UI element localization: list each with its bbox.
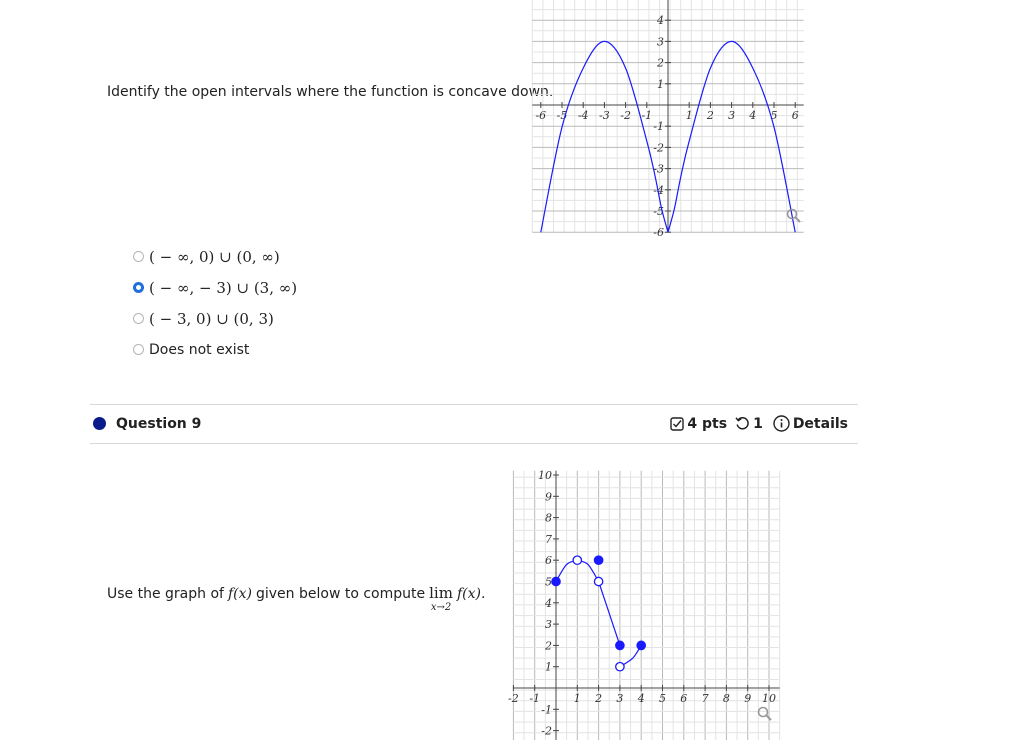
x-tick-label: -2 (508, 692, 519, 705)
y-tick-label: 1 (545, 660, 552, 674)
y-tick-label: -6 (653, 226, 664, 240)
question-meta (667, 415, 848, 432)
prompt-text-mid: given below to compute (255, 586, 426, 602)
y-tick-label: -3 (653, 162, 664, 176)
piecewise-graph (505, 458, 795, 740)
option-label: Does not exist (149, 341, 250, 358)
x-tick-label: 10 (762, 692, 776, 705)
question-9-prompt (107, 586, 485, 613)
y-tick-label: 4 (657, 14, 664, 28)
limit-function: f(x). (456, 586, 486, 602)
option-1[interactable] (133, 241, 297, 272)
x-tick-label: 9 (744, 692, 752, 705)
closed-point (594, 556, 602, 564)
x-tick-label: -1 (529, 692, 541, 705)
x-tick-label: 8 (722, 692, 730, 705)
y-tick-label: -4 (653, 183, 664, 197)
option-2[interactable] (133, 272, 297, 303)
x-tick-label: 6 (791, 109, 799, 122)
prompt-text: Use the graph of (107, 586, 224, 602)
question-9-header (90, 404, 858, 444)
prompt-function: f(x) (227, 586, 252, 602)
x-tick-label: 1 (685, 109, 693, 122)
option-4[interactable] (133, 334, 297, 365)
x-tick-label: -1 (641, 109, 653, 122)
details-link[interactable]: Details (792, 415, 848, 432)
option-label: ( − ∞, 0) ∪ (0, ∞) (149, 247, 280, 266)
open-point (573, 556, 581, 564)
limit-word: lim (429, 584, 453, 602)
y-tick-label: 4 (545, 596, 552, 610)
zoom-icon[interactable] (786, 208, 802, 224)
x-tick-label: 5 (770, 109, 778, 122)
x-tick-label: 3 (728, 109, 736, 122)
y-tick-label: 2 (545, 639, 552, 653)
concavity-graph (520, 0, 820, 240)
x-tick-label: 2 (706, 109, 714, 122)
y-tick-label: 6 (545, 554, 552, 568)
x-tick-label: -2 (620, 109, 631, 122)
closed-point (616, 641, 624, 649)
limit-notation (429, 586, 453, 613)
open-point (616, 663, 624, 671)
x-tick-label: 3 (616, 692, 624, 705)
checkbox-icon (670, 417, 684, 431)
y-tick-label: 9 (545, 490, 552, 504)
option-3[interactable] (133, 303, 297, 334)
retry-icon (735, 416, 750, 431)
y-tick-label: 8 (545, 511, 552, 525)
closed-point (552, 577, 560, 585)
option-label: ( − 3, 0) ∪ (0, 3) (149, 309, 274, 328)
open-point (594, 577, 602, 585)
info-icon[interactable] (773, 415, 790, 432)
y-tick-label: 3 (657, 35, 664, 49)
x-tick-label: -5 (556, 109, 568, 122)
radio-button[interactable] (133, 344, 144, 355)
answer-options (133, 241, 297, 365)
y-tick-label: 10 (538, 469, 552, 482)
x-tick-label: -6 (535, 109, 547, 122)
x-tick-label: 6 (680, 692, 688, 705)
y-tick-label: 5 (545, 575, 552, 589)
x-tick-label: 2 (595, 692, 603, 705)
y-tick-label: 3 (545, 618, 552, 632)
x-tick-label: 5 (659, 692, 666, 705)
question-title: Question 9 (116, 416, 202, 432)
y-tick-label: -2 (653, 141, 664, 155)
question-8-prompt: Identify the open intervals where the function is concave down. (107, 84, 554, 100)
radio-button-selected[interactable] (133, 282, 144, 293)
y-tick-label: 7 (545, 532, 552, 546)
option-label: ( − ∞, − 3) ∪ (3, ∞) (149, 278, 298, 297)
y-tick-label: -1 (653, 120, 664, 134)
radio-button[interactable] (133, 251, 144, 262)
y-tick-label: -5 (653, 205, 664, 218)
x-tick-label: -4 (577, 109, 589, 122)
retries-count: 1 (753, 415, 763, 432)
zoom-icon[interactable] (757, 706, 773, 722)
points-label: 4 pts (687, 415, 728, 432)
y-tick-label: -2 (541, 724, 552, 738)
x-tick-label: 7 (701, 692, 709, 705)
radio-button[interactable] (133, 313, 144, 324)
x-tick-label: 4 (637, 692, 645, 705)
closed-point (637, 641, 645, 649)
question-status-dot (93, 417, 106, 430)
y-tick-label: 1 (657, 77, 664, 91)
x-tick-label: 4 (749, 109, 757, 122)
y-tick-label: -1 (541, 703, 552, 717)
limit-subscript: x→2 (430, 602, 452, 613)
y-tick-label: 2 (657, 56, 664, 70)
x-tick-label: -3 (599, 109, 610, 122)
x-tick-label: 1 (573, 692, 581, 705)
